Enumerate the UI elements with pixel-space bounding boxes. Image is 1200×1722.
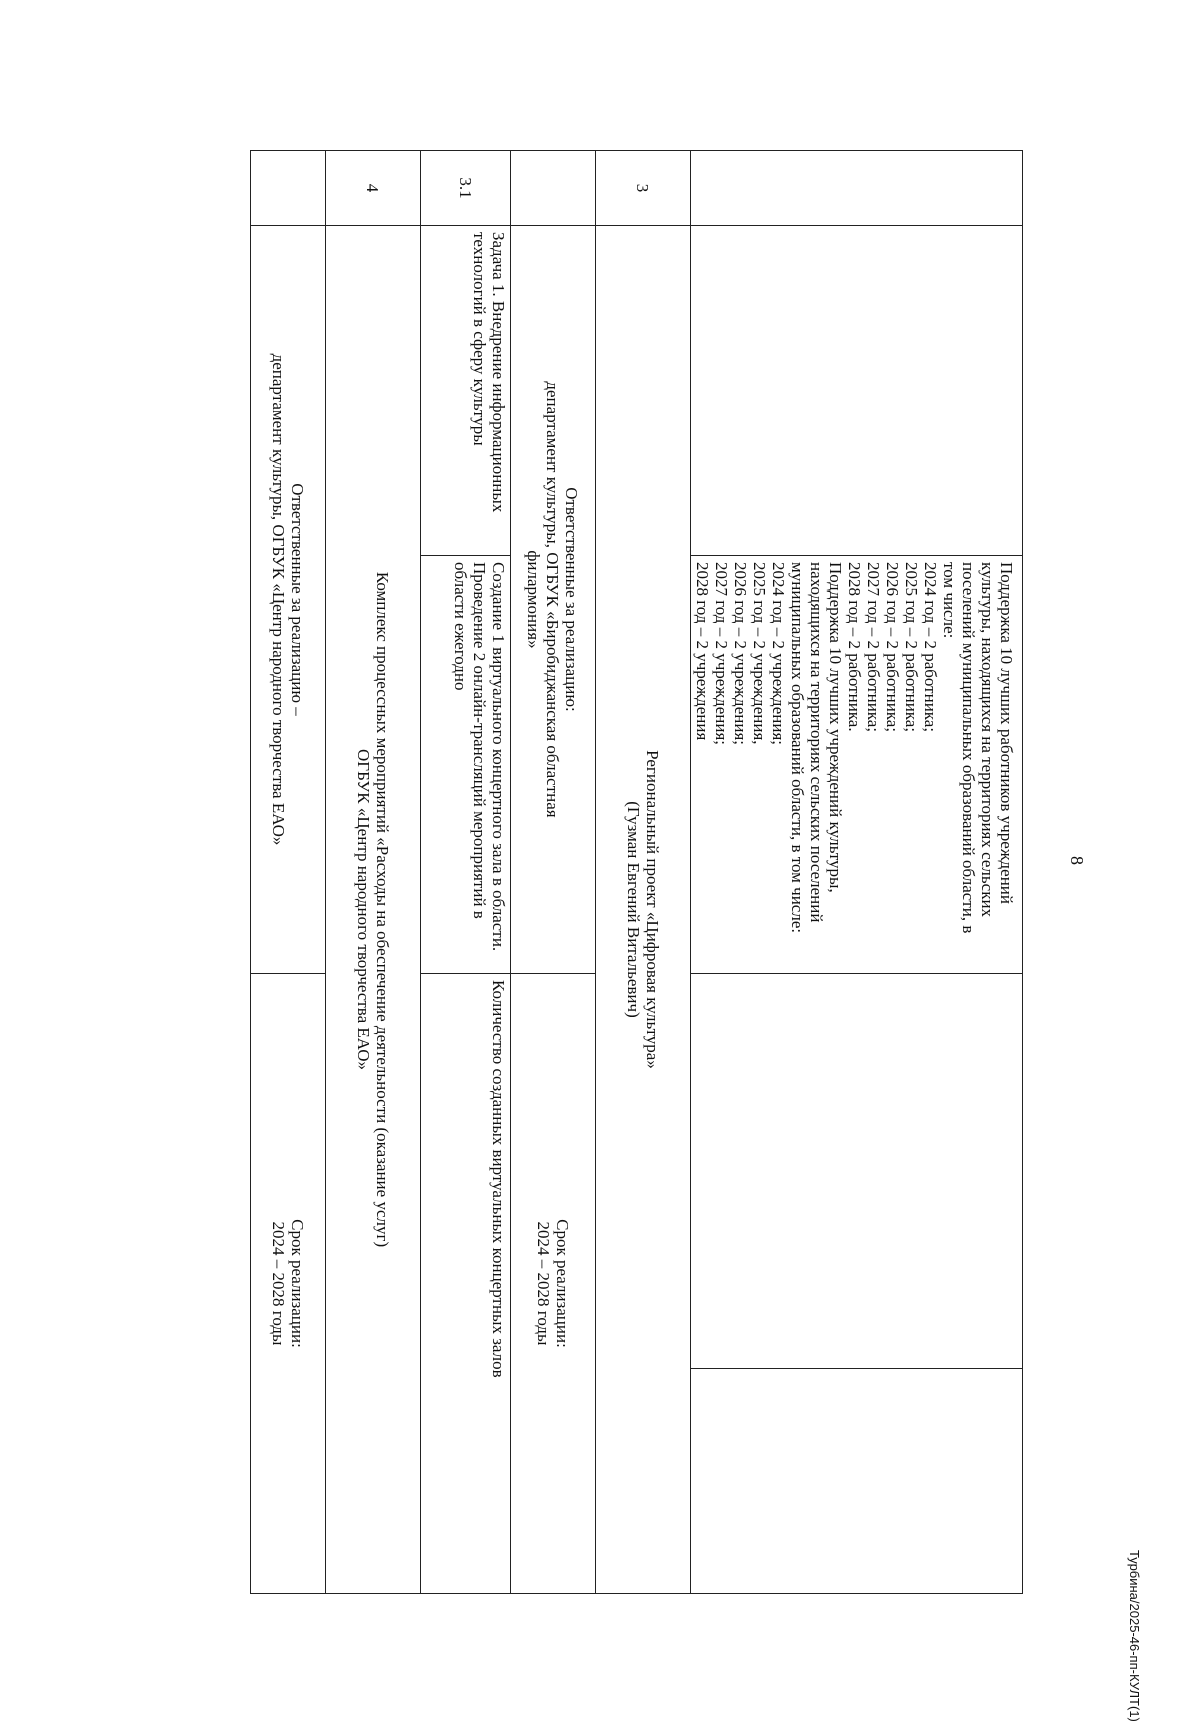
indicator-cell: Количество созданных виртуальных концертных залов (421, 974, 511, 1594)
rotated-page-content (108, 150, 1023, 1593)
table-row-responsible-4 (251, 151, 326, 1594)
row-number: 3.1 (421, 151, 511, 226)
section-title: Региональный проект «Цифровая культура» (Гузман Евгений Витальевич) (596, 226, 691, 1594)
table-row-section-4 (326, 151, 421, 1594)
table-row-responsible-3 (511, 151, 596, 1594)
section-number: 4 (326, 151, 421, 226)
section-number: 3 (596, 151, 691, 226)
result-support-cell: Поддержка 10 лучших работников учреждений культуры, находящихся на территориях сельских поселений муниципальных образований области, в том числе: 2024 год – 2 работника; 2025 год – 2 работника; 2026 год – 2 работника; 2027 год – 2 работника; 2028 год – 2 работника. Поддержка 10 лучших учреждений культуры, находящихся на территориях сельских поселений муниципальных образований области, в том числе: 2024 год – 2 учреждения; 2025 год – 2 учреждения, 2026 год – 2 учреждения; 2027 год – 2 учреждения; 2028 год – 2 учреждения (691, 556, 1023, 974)
program-table (250, 150, 1023, 1594)
responsible-cell: Ответственные за реализацию: департамент культуры, ОГБУК «Биробиджанская областная филармония» (511, 226, 596, 974)
term-cell: Срок реализации: 2024 – 2028 годы (251, 974, 326, 1594)
table-row-3-1 (421, 151, 511, 1594)
task-cell: Задача 1. Внедрение информационных технологий в сферу культуры (421, 226, 511, 556)
term-cell: Срок реализации: 2024 – 2028 годы (511, 974, 596, 1594)
section-title: Комплекс процессных мероприятий «Расходы на обеспечение деятельности (оказание услуг) ОГБУК «Центр народного творчества ЕАО» (326, 226, 421, 1594)
responsible-cell: Ответственные за реализацию – департамент культуры, ОГБУК «Центр народного творчества ЕАО» (251, 226, 326, 974)
expected-result-cell: Создание 1 виртуального концертного зала в области. Проведение 2 онлайн-трансляций мероприятий в области ежегодно (421, 556, 511, 974)
page-number: 8 (1067, 856, 1087, 865)
table-row-section-3 (596, 151, 691, 1594)
table-row-top (691, 151, 1023, 1594)
